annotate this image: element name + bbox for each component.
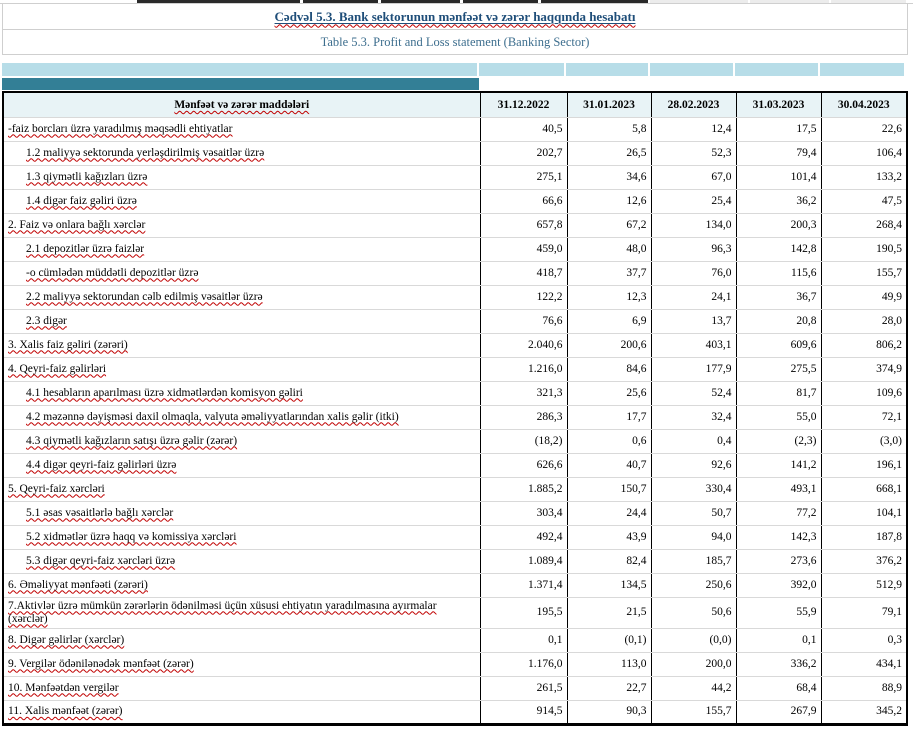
row-label: 2. Faiz və onlara bağlı xərclər [8,218,146,231]
table-row [3,165,907,189]
remnant-light-cell [830,0,906,3]
row-label-cell [3,525,480,549]
row-value: 267,9 [736,700,821,724]
table-row [3,237,907,261]
row-value: 36,7 [736,285,821,309]
row-label-cell [3,309,480,333]
band-cell [820,63,904,76]
row-value: 1.371,4 [480,573,567,597]
table-row [3,117,907,141]
row-value: 76,0 [651,261,736,285]
row-label-cell [3,501,480,525]
row-value: 24,1 [651,285,736,309]
row-value: 142,3 [736,525,821,549]
row-label-cell [3,628,480,652]
remnant-dark-segment [137,0,300,3]
row-value: 190,5 [821,237,907,261]
row-value: 0,6 [567,429,651,453]
band-cell [650,63,733,76]
row-value: 67,2 [567,213,651,237]
row-label-cell [3,237,480,261]
row-value: 90,3 [567,700,651,724]
row-value: 84,6 [567,357,651,381]
row-value: 202,7 [480,141,567,165]
row-label-cell [3,453,480,477]
remnant-dark-segment [541,0,648,3]
row-value: 72,1 [821,405,907,429]
row-value: 122,2 [480,285,567,309]
row-value: 37,7 [567,261,651,285]
row-value: 141,2 [736,453,821,477]
row-label: 1.3 qiymətli kağızları üzrə [26,170,148,183]
row-value: 200,6 [567,333,651,357]
table-header [3,92,907,117]
row-label: 2.2 maliyyə sektorundan cəlb edilmiş vəsaitlər üzrə [26,290,263,303]
row-value: 55,9 [736,597,821,628]
row-value: 94,0 [651,525,736,549]
remnant-dark-segment [381,0,460,3]
row-value: 20,8 [736,309,821,333]
table-body [3,117,907,724]
row-value: 40,7 [567,453,651,477]
row-value: 914,5 [480,700,567,724]
row-value: 13,7 [651,309,736,333]
row-label: -faiz borcları üzrə yaradılmış məqsədli ehtiyatlar [8,122,233,135]
row-value: 155,7 [651,700,736,724]
row-value: 376,2 [821,549,907,573]
row-value: 177,9 [651,357,736,381]
row-label: 8. Digər gəlirlər (xərclər) [8,633,125,646]
table-row [3,333,907,357]
row-value: 1.216,0 [480,357,567,381]
row-value: (3,0) [821,429,907,453]
table-row [3,213,907,237]
table-row [3,357,907,381]
table-row [3,261,907,285]
row-value: 268,4 [821,213,907,237]
row-label-cell [3,700,480,724]
row-value: 133,2 [821,165,907,189]
row-value: 142,8 [736,237,821,261]
teal-band [2,78,479,90]
row-value: 79,4 [736,141,821,165]
row-value: 200,0 [651,652,736,676]
row-value: 374,9 [821,357,907,381]
row-value: 403,1 [651,333,736,357]
band-cell [566,63,648,76]
row-label-cell [3,141,480,165]
row-label-cell [3,381,480,405]
row-label-cell [3,405,480,429]
row-value: 434,1 [821,652,907,676]
row-value: 134,0 [651,213,736,237]
row-value: 187,8 [821,525,907,549]
row-label-cell [3,549,480,573]
row-value: 1.885,2 [480,477,567,501]
row-label: 4. Qeyri-faiz gəlirləri [8,362,107,375]
row-label-cell [3,117,480,141]
page-title: Cədvəl 5.3. Bank sektorunun mənfəət və zərər haqqında hesabatı [274,8,636,24]
row-label: 1.4 digər faiz gəliri üzrə [26,194,137,207]
row-value: 21,5 [567,597,651,628]
row-label: 5.3 digər qeyri-faiz xərcləri üzrə [26,554,176,567]
row-label: 4.1 hesabların aparılması üzrə xidmətlərdən komisyon gəliri [26,386,303,399]
table-row [3,453,907,477]
row-value: 273,6 [736,549,821,573]
row-value: 2.040,6 [480,333,567,357]
subtitle-row [3,30,907,55]
row-value: (18,2) [480,429,567,453]
header-date-cell: 31.12.2022 [480,92,567,117]
header-date-cell: 31.01.2023 [567,92,651,117]
row-value: 66,6 [480,189,567,213]
table-row [3,597,907,628]
table-row [3,573,907,597]
table-row [3,501,907,525]
row-label: 5.1 əsas vəsaitlərlə bağlı xərclər [26,506,174,519]
row-value: 330,4 [651,477,736,501]
row-value: 6,9 [567,309,651,333]
table-row [3,525,907,549]
row-value: 261,5 [480,676,567,700]
row-label: -o cümlədən müddətli depozitlər üzrə [26,266,199,279]
row-label-cell [3,189,480,213]
row-label: 9. Vergilər ödənilənədək mənfəət (zərər) [8,657,194,670]
table-row [3,189,907,213]
table-row [3,381,907,405]
row-value: 418,7 [480,261,567,285]
row-value: 492,4 [480,525,567,549]
row-value: 0,4 [651,429,736,453]
row-label: 4.3 qiymətli kağızların satışı üzrə gəlir (zərər) [26,434,238,447]
row-value: 92,6 [651,453,736,477]
row-value: 286,3 [480,405,567,429]
table-row [3,405,907,429]
row-value: 12,3 [567,285,651,309]
row-value: 196,1 [821,453,907,477]
header-label: Mənfəət və zərər maddələri [174,98,310,111]
row-value: 0,1 [736,628,821,652]
row-value: 5,8 [567,117,651,141]
table-row [3,700,907,724]
row-value: 150,7 [567,477,651,501]
title-spellcheck-wrap [275,8,636,26]
row-value: 106,4 [821,141,907,165]
row-value: 49,9 [821,285,907,309]
row-value: 493,1 [736,477,821,501]
row-value: 68,4 [736,676,821,700]
row-value: 32,4 [651,405,736,429]
row-value: 82,4 [567,549,651,573]
row-value: 459,0 [480,237,567,261]
row-label: 10. Mənfəətdən vergilər [8,681,119,694]
table-row [3,285,907,309]
row-value: 321,3 [480,381,567,405]
row-label-cell [3,652,480,676]
row-label-cell [3,285,480,309]
row-value: (2,3) [736,429,821,453]
row-value: 79,1 [821,597,907,628]
row-label-cell [3,676,480,700]
row-value: 668,1 [821,477,907,501]
row-value: 28,0 [821,309,907,333]
row-value: 200,3 [736,213,821,237]
row-value: 1.176,0 [480,652,567,676]
row-label-cell [3,213,480,237]
row-label: 4.4 digər qeyri-faiz gəlirləri üzrə [26,458,177,471]
row-value: 43,9 [567,525,651,549]
row-value: 47,5 [821,189,907,213]
row-label: 11. Xalis mənfəət (zərər) [8,705,123,717]
row-label-cell [3,429,480,453]
row-label-cell [3,333,480,357]
row-label: 1.2 maliyyə sektorunda yerləşdirilmiş vəsaitlər üzrə [26,146,265,159]
row-value: 48,0 [567,237,651,261]
row-label: 6. Əməliyyat mənfəəti (zərəri) [8,578,148,591]
row-value: 12,4 [651,117,736,141]
band-cell [479,63,564,76]
top-remnant-strip [0,0,913,4]
header-date-cell: 31.03.2023 [736,92,821,117]
remnant-light-cell [649,0,748,3]
title-row [3,4,907,30]
remnant-dark-segment [463,0,538,3]
row-value: 345,2 [821,700,907,724]
row-value: 275,1 [480,165,567,189]
row-value: 275,5 [736,357,821,381]
row-value: 101,4 [736,165,821,189]
row-value: 134,5 [567,573,651,597]
row-value: 0,3 [821,628,907,652]
header-date-cell: 30.04.2023 [821,92,907,117]
table-row [3,477,907,501]
row-value: 67,0 [651,165,736,189]
row-value: 55,0 [736,405,821,429]
row-label: 2.3 digər [26,314,67,327]
row-value: 25,4 [651,189,736,213]
row-value: 155,7 [821,261,907,285]
row-value: 303,4 [480,501,567,525]
row-label-cell [3,597,480,628]
row-value: 81,7 [736,381,821,405]
row-value: 76,6 [480,309,567,333]
row-label: 2.1 depozitlər üzrə faizlər [26,242,145,255]
row-value: 34,6 [567,165,651,189]
row-value: 109,6 [821,381,907,405]
table-row [3,309,907,333]
row-value: 1.089,4 [480,549,567,573]
remnant-light-cell [749,0,829,3]
row-value: 96,3 [651,237,736,261]
row-value: 17,7 [567,405,651,429]
header-label-cell [3,92,480,117]
row-value: 250,6 [651,573,736,597]
row-value: 88,9 [821,676,907,700]
row-label: 4.2 məzənnə dəyişməsi daxil olmaqla, valyuta əməliyyatlarından xalis gəlir (itki) [26,410,399,423]
row-value: 26,5 [567,141,651,165]
row-value: 50,6 [651,597,736,628]
row-value: 392,0 [736,573,821,597]
row-value: 113,0 [567,652,651,676]
light-blue-band-row [2,63,906,76]
row-value: 44,2 [651,676,736,700]
row-label-cell [3,573,480,597]
band-cell [2,63,477,76]
row-value: 52,4 [651,381,736,405]
row-value: 336,2 [736,652,821,676]
row-value: (0,1) [567,628,651,652]
row-value: 185,7 [651,549,736,573]
title-box [2,4,908,55]
row-value: 195,5 [480,597,567,628]
row-label: 5. Qeyri-faiz xərcləri [8,482,105,495]
row-value: 22,7 [567,676,651,700]
row-label: 7.Aktivlər üzrə mümkün zərərlərin ödənilməsi üçün xüsusi ehtiyatın yaradılmasına ayırmalar (xərclər) [8,599,437,625]
row-label-cell [3,357,480,381]
row-value: 25,6 [567,381,651,405]
row-value: 52,3 [651,141,736,165]
row-value: (0,0) [651,628,736,652]
row-value: 40,5 [480,117,567,141]
profit-loss-table [2,91,908,726]
table-row [3,628,907,652]
row-value: 22,6 [821,117,907,141]
row-label-cell [3,261,480,285]
row-value: 12,6 [567,189,651,213]
row-value: 609,6 [736,333,821,357]
row-value: 657,8 [480,213,567,237]
row-value: 50,7 [651,501,736,525]
row-value: 77,2 [736,501,821,525]
row-value: 24,4 [567,501,651,525]
row-value: 512,9 [821,573,907,597]
row-label-cell [3,477,480,501]
table-row [3,429,907,453]
row-value: 626,6 [480,453,567,477]
row-value: 17,5 [736,117,821,141]
table-row [3,676,907,700]
page-subtitle: Table 5.3. Profit and Loss statement (Banking Sector) [320,34,590,49]
header-row [3,92,907,117]
remnant-dark-segment [303,0,378,3]
row-value: 806,2 [821,333,907,357]
row-value: 0,1 [480,628,567,652]
row-value: 115,6 [736,261,821,285]
band-cell [735,63,818,76]
table-row [3,141,907,165]
row-value: 36,2 [736,189,821,213]
row-value: 104,1 [821,501,907,525]
header-date-cell: 28.02.2023 [651,92,736,117]
row-label-cell [3,165,480,189]
table-row [3,549,907,573]
table-row [3,652,907,676]
row-label: 3. Xalis faiz gəliri (zərəri) [8,338,128,351]
row-label: 5.2 xidmətlər üzrə haqq və komissiya xərcləri [26,530,237,543]
